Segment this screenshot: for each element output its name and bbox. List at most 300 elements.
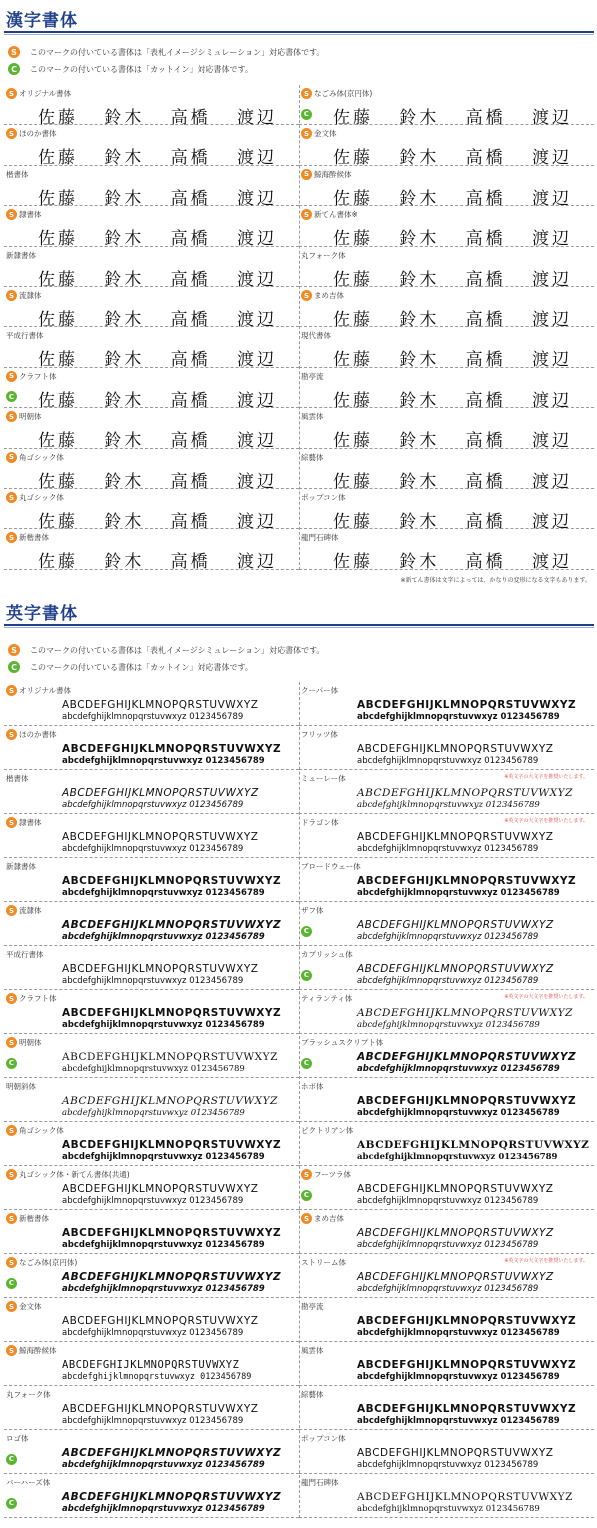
s-mark-icon: S xyxy=(6,1037,17,1048)
uppercase-sample: ABCDEFGHIJKLMNOPQRSTUVWXYZ xyxy=(357,1271,554,1283)
sample-surname: 佐藤 xyxy=(38,350,78,371)
uppercase-sample: ABCDEFGHIJKLMNOPQRSTUVWXYZ xyxy=(357,1491,573,1503)
font-name: 平成行書体 xyxy=(6,331,44,341)
english-font-cell xyxy=(299,770,594,814)
uppercase-sample: ABCDEFGHIJKLMNOPQRSTUVWXYZ xyxy=(62,1491,282,1503)
lowercase-sample: abcdefghijklmnopqrstuvwxyz 0123456789 xyxy=(62,1152,265,1162)
kanji-legend-c xyxy=(8,63,253,75)
font-name: 新隷書体 xyxy=(6,250,36,260)
font-name: オリジナル書体 xyxy=(19,686,72,695)
lowercase-sample: abcdefghijklmnopqrstuvwxyz 0123456789 xyxy=(357,976,539,986)
uppercase-sample: ABCDEFGHIJKLMNOPQRSTUVWXYZ xyxy=(357,1007,573,1019)
sample-surname: 高橋 xyxy=(465,269,506,290)
font-name: 隷書体 xyxy=(19,210,42,220)
kanji-sample-names xyxy=(299,224,594,249)
kanji-font-cell xyxy=(4,247,299,290)
english-font-cell xyxy=(4,1034,299,1078)
kanji-font-cell xyxy=(4,368,299,411)
sample-surname: 渡辺 xyxy=(236,471,277,492)
lowercase-sample: abcdefghijklmnopqrstuvwxyz 0123456789 xyxy=(357,1152,558,1162)
sample-surname: 鈴木 xyxy=(399,390,440,411)
sample-surname: 佐藤 xyxy=(333,148,373,169)
english-font-cell xyxy=(4,1386,299,1430)
sample-surname: 鈴木 xyxy=(399,552,440,573)
font-name: クラフト体 xyxy=(19,371,57,381)
font-name: なごみ体(京円体) xyxy=(314,89,373,98)
kanji-font-cell xyxy=(299,327,594,371)
english-font-cell xyxy=(4,726,299,770)
kanji-sample-names xyxy=(4,547,299,572)
lowercase-sample: abcdefghijklmnopqrstuvwxyz 0123456789 xyxy=(62,1504,265,1514)
kanji-font-cell xyxy=(299,529,594,573)
legend-text: このマークの付いている書体は「表札イメージシミュレーション」対応書体です。 xyxy=(30,47,325,57)
s-mark-icon: S xyxy=(8,644,20,656)
sample-surname: 高橋 xyxy=(465,512,506,533)
english-font-cell xyxy=(4,902,299,946)
kanji-sample-names xyxy=(4,507,299,532)
sample-surname: 鈴木 xyxy=(104,310,145,331)
sample-surname: 佐藤 xyxy=(333,350,373,371)
sample-surname: 渡辺 xyxy=(236,108,277,128)
lowercase-sample: abcdefghijklmnopqrstuvwxyz 0123456789 xyxy=(357,756,539,766)
sample-surname: 渡辺 xyxy=(236,390,277,411)
sample-surname: 佐藤 xyxy=(38,310,78,331)
kanji-font-cell xyxy=(4,449,299,492)
english-title-rule-thin xyxy=(4,627,594,628)
kanji-font-cell xyxy=(4,206,299,250)
sample-surname: 渡辺 xyxy=(531,390,572,411)
font-name: 金文体 xyxy=(19,1302,42,1311)
sample-surname: 佐藤 xyxy=(333,108,373,128)
kanji-sample-names xyxy=(4,265,299,290)
sample-surname: 高橋 xyxy=(465,552,506,573)
font-name: 龍門石碑体 xyxy=(301,533,339,543)
english-font-cell xyxy=(4,682,299,726)
sample-surname: 鈴木 xyxy=(104,350,145,371)
sample-surname: 高橋 xyxy=(465,188,506,209)
lowercase-sample: abcdefghijklmnopqrstuvwxyz 0123456789 xyxy=(357,1196,539,1206)
sample-surname: 佐藤 xyxy=(38,229,78,250)
english-font-cell xyxy=(299,1298,594,1342)
uppercase-sample: ABCDEFGHIJKLMNOPQRSTUVWXYZ xyxy=(62,1227,282,1239)
font-name: ドラゴン体 xyxy=(301,818,339,827)
english-font-cell xyxy=(4,1078,299,1122)
kanji-sample-names xyxy=(299,467,594,492)
english-font-cell xyxy=(299,1078,594,1122)
english-font-cell xyxy=(299,1474,594,1518)
font-name: 丸フォーク体 xyxy=(301,250,346,260)
uppercase-sample: ABCDEFGHIJKLMNOPQRSTUVWXYZ xyxy=(62,1051,278,1063)
sample-surname: 鈴木 xyxy=(399,269,440,290)
sample-surname: 佐藤 xyxy=(333,431,373,452)
font-name: ほのか書体 xyxy=(19,129,57,139)
uppercase-sample: ABCDEFGHIJKLMNOPQRSTUVWXYZ xyxy=(62,743,282,755)
kanji-sample-names xyxy=(299,184,594,209)
sample-surname: 渡辺 xyxy=(531,188,572,209)
kanji-font-cell xyxy=(4,85,299,128)
uppercase-sample: ABCDEFGHIJKLMNOPQRSTUVWXYZ xyxy=(357,743,554,755)
font-name: ミューレー体 xyxy=(301,774,346,783)
sample-surname: 鈴木 xyxy=(399,471,440,492)
uppercase-sample: ABCDEFGHIJKLMNOPQRSTUVWXYZ xyxy=(357,1359,577,1371)
lowercase-sample: abcdefghijklmnopqrstuvwxyz 0123456789 xyxy=(62,800,244,810)
sample-surname: 佐藤 xyxy=(38,471,78,492)
kanji-font-cell xyxy=(4,529,299,573)
font-name: 綜藝体 xyxy=(301,452,324,462)
uppercase-sample: ABCDEFGHIJKLMNOPQRSTUVWXYZ xyxy=(357,699,577,711)
sample-surname: 高橋 xyxy=(170,108,211,128)
s-mark-icon: S xyxy=(301,1169,312,1180)
english-font-cell xyxy=(4,1210,299,1254)
sample-surname: 高橋 xyxy=(170,431,211,452)
c-mark-icon: C xyxy=(6,1498,17,1509)
english-font-cell xyxy=(299,726,594,770)
font-name: 現代書体 xyxy=(301,331,331,341)
uppercase-sample: ABCDEFGHIJKLMNOPQRSTUVWXYZ xyxy=(62,1007,282,1019)
english-font-cell xyxy=(4,1430,299,1474)
sample-surname: 鈴木 xyxy=(399,188,440,209)
font-name: 新楷書体 xyxy=(19,1214,49,1223)
kanji-font-cell xyxy=(4,125,299,169)
font-name: フリッツ体 xyxy=(301,730,338,739)
font-name: 新楷書体 xyxy=(19,533,49,543)
sample-surname: 高橋 xyxy=(465,431,506,452)
sample-surname: 渡辺 xyxy=(531,431,572,452)
sample-surname: 渡辺 xyxy=(531,108,572,128)
font-name: ほのか書体 xyxy=(19,730,57,739)
uppercase-sample: ABCDEFGHIJKLMNOPQRSTUVWXYZ xyxy=(62,1315,259,1327)
kanji-sample-names xyxy=(4,224,299,249)
font-name: 明朝斜体 xyxy=(6,1082,36,1091)
english-font-cell xyxy=(299,1122,594,1166)
english-font-cell xyxy=(4,990,299,1034)
font-name: ホボ体 xyxy=(301,1082,324,1091)
lowercase-sample: abcdefghijklmnopqrstuvwxyz 0123456789 xyxy=(357,1460,539,1470)
s-mark-icon: S xyxy=(6,290,17,301)
font-name: 新てん書体※ xyxy=(314,210,358,220)
font-name: バーハーズ体 xyxy=(6,1478,51,1487)
sample-surname: 高橋 xyxy=(170,471,211,492)
sample-surname: 渡辺 xyxy=(531,229,572,250)
uppercase-sample: ABCDEFGHIJKLMNOPQRSTUVWXYZ xyxy=(357,831,554,843)
sample-surname: 佐藤 xyxy=(333,471,373,492)
sample-surname: 佐藤 xyxy=(333,390,373,411)
c-mark-icon: C xyxy=(301,1190,312,1201)
sample-surname: 高橋 xyxy=(170,390,211,411)
kanji-font-cell xyxy=(4,166,299,209)
sample-surname: 鈴木 xyxy=(104,108,145,128)
sample-surname: 鈴木 xyxy=(399,229,440,250)
s-mark-icon: S xyxy=(6,1345,17,1356)
lowercase-sample: abcdefghijklmnopqrstuvwxyz 0123456789 xyxy=(62,1328,244,1338)
s-mark-icon: S xyxy=(6,1169,17,1180)
lowercase-sample: abcdefghijklmnopqrstuvwxyz 0123456789 xyxy=(62,1284,265,1294)
c-mark-icon: C xyxy=(6,1278,17,1289)
sample-surname: 佐藤 xyxy=(38,390,78,411)
english-font-cell xyxy=(299,858,594,902)
sample-surname: 高橋 xyxy=(465,148,506,169)
kanji-font-cell xyxy=(4,489,299,533)
font-name: 丸ゴシック体・新てん書体(共通) xyxy=(19,1170,130,1179)
uppercase-sample: ABCDEFGHIJKLMNOPQRSTUVWXYZ xyxy=(357,1227,554,1239)
kanji-sample-names xyxy=(299,143,594,168)
lowercase-sample: abcdefghijklmnopqrstuvwxyz 0123456789 xyxy=(62,756,265,766)
lowercase-sample: abcdefghijklmnopqrstuvwxyz 0123456789 xyxy=(357,1504,540,1514)
kanji-font-cell xyxy=(299,206,594,250)
s-mark-icon: S xyxy=(6,209,17,220)
legend-text: このマークの付いている書体は「カットイン」対応書体です。 xyxy=(30,662,253,672)
uppercase-sample: ABCDEFGHIJKLMNOPQRSTUVWXYZ xyxy=(357,1095,577,1107)
english-font-cell xyxy=(299,946,594,990)
uppercase-sample: ABCDEFGHIJKLMNOPQRSTUVWXYZ xyxy=(62,1271,282,1283)
sample-surname: 鈴木 xyxy=(399,350,440,371)
kanji-font-cell xyxy=(299,85,594,128)
sample-surname: 佐藤 xyxy=(38,269,78,290)
kanji-sample-names xyxy=(299,305,594,330)
c-mark-icon: C xyxy=(6,1454,17,1465)
s-mark-icon: S xyxy=(6,452,17,463)
english-font-cell xyxy=(299,682,594,726)
kanji-sample-names xyxy=(299,386,594,411)
sample-surname: 渡辺 xyxy=(236,431,277,452)
font-name: 平成行書体 xyxy=(6,950,44,959)
sample-surname: 鈴木 xyxy=(104,512,145,533)
sample-surname: 鈴木 xyxy=(399,148,440,169)
sample-surname: 渡辺 xyxy=(236,148,277,169)
english-font-cell xyxy=(299,1210,594,1254)
sample-surname: 渡辺 xyxy=(531,350,572,371)
sample-surname: 高橋 xyxy=(465,350,506,371)
kanji-font-cell xyxy=(4,408,299,452)
lowercase-sample: abcdefghijklmnopqrstuvwxyz 0123456789 xyxy=(357,1240,539,1250)
sample-surname: 高橋 xyxy=(170,350,211,371)
s-mark-icon: S xyxy=(301,169,312,180)
sample-surname: 佐藤 xyxy=(333,269,373,290)
kanji-title-rule xyxy=(4,31,594,33)
sample-surname: 高橋 xyxy=(170,552,211,573)
sample-surname: 鈴木 xyxy=(399,310,440,331)
font-name: ポップコン体 xyxy=(301,493,346,503)
english-font-cell xyxy=(299,1342,594,1386)
s-mark-icon: S xyxy=(6,1213,17,1224)
kanji-font-cell xyxy=(299,166,594,209)
english-font-cell xyxy=(4,1342,299,1386)
sample-surname: 高橋 xyxy=(170,188,211,209)
s-mark-icon: S xyxy=(301,290,312,301)
lowercase-sample: abcdefghijklmnopqrstuvwxyz 0123456789 xyxy=(357,800,540,810)
lowercase-sample: abcdefghijklmnopqrstuvwxyz 0123456789 xyxy=(357,844,539,854)
english-legend-c xyxy=(8,661,253,673)
english-font-cell xyxy=(299,814,594,858)
lowercase-sample: abcdefghijklmnopqrstuvwxyz 0123456789 xyxy=(62,1372,252,1382)
font-name: クーパー体 xyxy=(301,686,339,695)
sample-surname: 高橋 xyxy=(170,512,211,533)
font-name: 丸ゴシック体 xyxy=(19,493,64,503)
uppercase-sample: ABCDEFGHIJKLMNOPQRSTUVWXYZ xyxy=(357,787,573,799)
sample-surname: 鈴木 xyxy=(399,431,440,452)
lowercase-sample: abcdefghijklmnopqrstuvwxyz 0123456789 xyxy=(62,1416,244,1426)
kanji-font-cell xyxy=(299,125,594,169)
uppercase-sample: ABCDEFGHIJKLMNOPQRSTUVWXYZ xyxy=(357,1183,554,1195)
english-font-cell xyxy=(4,858,299,902)
kanji-font-cell xyxy=(299,408,594,452)
font-name: 勘亭流 xyxy=(301,1302,324,1311)
sample-surname: 渡辺 xyxy=(236,512,277,533)
kanji-font-cell xyxy=(299,247,594,290)
english-font-cell xyxy=(4,1122,299,1166)
s-mark-icon: S xyxy=(6,993,17,1004)
sample-surname: 佐藤 xyxy=(333,188,373,209)
sample-surname: 渡辺 xyxy=(236,310,277,331)
lowercase-sample: abcdefghijklmnopqrstuvwxyz 0123456789 xyxy=(62,712,244,722)
font-name: 新隷書体 xyxy=(6,862,36,871)
s-mark-icon: S xyxy=(6,729,17,740)
sample-surname: 鈴木 xyxy=(104,148,145,169)
kanji-font-cell xyxy=(299,489,594,533)
lowercase-sample: abcdefghijklmnopqrstuvwxyz 0123456789 xyxy=(357,1108,560,1118)
kanji-sample-names xyxy=(4,305,299,330)
english-font-cell xyxy=(4,814,299,858)
sample-surname: 高橋 xyxy=(465,390,506,411)
c-mark-icon: C xyxy=(301,926,312,937)
english-section-title: 英字書体 xyxy=(6,604,78,624)
lowercase-sample: abcdefghijklmnopqrstuvwxyz 0123456789 xyxy=(62,888,265,898)
english-font-cell xyxy=(299,990,594,1034)
sample-surname: 鈴木 xyxy=(104,471,145,492)
uppercase-sample: ABCDEFGHIJKLMNOPQRSTUVWXYZ xyxy=(62,831,259,843)
uppercase-sample: ABCDEFGHIJKLMNOPQRSTUVWXYZ xyxy=(62,699,259,711)
font-name: 角ゴシック体 xyxy=(19,452,64,462)
uppercase-recommend-note: ※英文字の大文字を推奨いたします。 xyxy=(504,994,588,1000)
english-font-cell xyxy=(299,1034,594,1078)
kanji-sample-names xyxy=(4,184,299,209)
english-font-cell xyxy=(4,1166,299,1210)
font-name: ピクトリアン体 xyxy=(301,1126,354,1135)
font-name: ティランティ体 xyxy=(301,994,353,1003)
english-font-cell xyxy=(4,1254,299,1298)
font-name: まめ吉体 xyxy=(314,291,344,301)
kanji-font-cell xyxy=(299,449,594,492)
lowercase-sample: abcdefghijklmnopqrstuvwxyz 0123456789 xyxy=(357,1372,560,1382)
english-font-cell xyxy=(299,1386,594,1430)
sample-surname: 渡辺 xyxy=(236,229,277,250)
uppercase-sample: ABCDEFGHIJKLMNOPQRSTUVWXYZ xyxy=(357,1403,577,1415)
lowercase-sample: abcdefghijklmnopqrstuvwxyz 0123456789 xyxy=(357,1020,540,1030)
sample-surname: 渡辺 xyxy=(531,269,572,290)
sample-surname: 鈴木 xyxy=(399,512,440,533)
lowercase-sample: abcdefghijklmnopqrstuvwxyz 0123456789 xyxy=(62,1240,265,1250)
legend-text: このマークの付いている書体は「カットイン」対応書体です。 xyxy=(30,64,253,74)
kanji-section-title: 漢字書体 xyxy=(6,11,78,31)
sample-surname: 渡辺 xyxy=(236,269,277,290)
uppercase-sample: ABCDEFGHIJKLMNOPQRSTUVWXYZ xyxy=(62,875,282,887)
s-mark-icon: S xyxy=(6,411,17,422)
sample-surname: 高橋 xyxy=(170,269,211,290)
font-name: 流隷体 xyxy=(19,906,42,915)
font-name: 龍門石碑体 xyxy=(301,1478,339,1487)
sample-surname: 渡辺 xyxy=(236,188,277,209)
sample-surname: 佐藤 xyxy=(38,108,78,128)
uppercase-sample: ABCDEFGHIJKLMNOPQRSTUVWXYZ xyxy=(357,1315,577,1327)
uppercase-sample: ABCDEFGHIJKLMNOPQRSTUVWXYZ xyxy=(62,1359,240,1371)
uppercase-sample: ABCDEFGHIJKLMNOPQRSTUVWXYZ xyxy=(62,1183,259,1195)
sample-surname: 渡辺 xyxy=(531,471,572,492)
font-name: 明朝体 xyxy=(19,412,42,422)
sample-surname: 佐藤 xyxy=(333,512,373,533)
sample-surname: 佐藤 xyxy=(38,552,78,573)
uppercase-sample: ABCDEFGHIJKLMNOPQRSTUVWXYZ xyxy=(357,1139,590,1151)
font-name: 流隷体 xyxy=(19,291,42,301)
font-name: 風雲体 xyxy=(301,1346,324,1355)
sample-surname: 鈴木 xyxy=(104,188,145,209)
sample-surname: 渡辺 xyxy=(531,512,572,533)
kanji-sample-names xyxy=(4,426,299,451)
lowercase-sample: abcdefghijklmnopqrstuvwxyz 0123456789 xyxy=(62,844,244,854)
sample-surname: 鈴木 xyxy=(104,269,145,290)
lowercase-sample: abcdefghijklmnopqrstuvwxyz 0123456789 xyxy=(357,1328,560,1338)
s-mark-icon: S xyxy=(301,209,312,220)
lowercase-sample: abcdefghijklmnopqrstuvwxyz 0123456789 xyxy=(62,1108,245,1118)
s-mark-icon: S xyxy=(6,128,17,139)
uppercase-sample: ABCDEFGHIJKLMNOPQRSTUVWXYZ xyxy=(357,875,577,887)
s-mark-icon: S xyxy=(8,46,20,58)
s-mark-icon: S xyxy=(6,492,17,503)
kanji-font-cell xyxy=(299,368,594,411)
font-name: ロゴ体 xyxy=(6,1434,29,1443)
sample-surname: 高橋 xyxy=(170,148,211,169)
uppercase-recommend-note: ※英文字の大文字を推奨いたします。 xyxy=(504,1258,588,1264)
english-font-cell xyxy=(4,770,299,814)
lowercase-sample: abcdefghijklmnopqrstuvwxyz 0123456789 xyxy=(62,1020,265,1030)
font-name: 丸フォーク体 xyxy=(6,1390,51,1399)
lowercase-sample: abcdefghijklmnopqrstuvwxyz 0123456789 xyxy=(62,932,265,942)
kanji-sample-names xyxy=(4,467,299,492)
kanji-sample-names xyxy=(299,507,594,532)
english-font-cell xyxy=(299,1254,594,1298)
kanji-sample-names xyxy=(299,103,594,128)
s-mark-icon: S xyxy=(301,88,312,99)
uppercase-sample: ABCDEFGHIJKLMNOPQRSTUVWXYZ xyxy=(62,919,282,931)
uppercase-sample: ABCDEFGHIJKLMNOPQRSTUVWXYZ xyxy=(62,963,259,975)
uppercase-sample: ABCDEFGHIJKLMNOPQRSTUVWXYZ xyxy=(357,963,554,975)
s-mark-icon: S xyxy=(6,1125,17,1136)
uppercase-sample: ABCDEFGHIJKLMNOPQRSTUVWXYZ xyxy=(62,1447,282,1459)
uppercase-sample: ABCDEFGHIJKLMNOPQRSTUVWXYZ xyxy=(62,1139,282,1151)
s-mark-icon: S xyxy=(6,685,17,696)
font-name: クラフト体 xyxy=(19,994,57,1003)
sample-surname: 高橋 xyxy=(170,229,211,250)
legend-text: このマークの付いている書体は「表札イメージシミュレーション」対応書体です。 xyxy=(30,645,325,655)
sample-surname: 渡辺 xyxy=(531,552,572,573)
s-mark-icon: S xyxy=(6,1257,17,1268)
font-name: ザフ体 xyxy=(301,906,324,915)
font-name: フーツラ体 xyxy=(314,1170,351,1179)
kanji-sample-names xyxy=(299,426,594,451)
font-name: 楷書体 xyxy=(6,169,29,179)
font-name: 隷書体 xyxy=(19,818,42,827)
english-font-cell xyxy=(299,1430,594,1474)
kanji-sample-names xyxy=(299,265,594,290)
lowercase-sample: abcdefghijklmnopqrstuvwxyz 0123456789 xyxy=(357,1064,560,1074)
kanji-sample-names xyxy=(299,547,594,572)
font-name: 綜藝体 xyxy=(301,1390,324,1399)
sample-surname: 鈴木 xyxy=(104,431,145,452)
sample-surname: 高橋 xyxy=(465,229,506,250)
s-mark-icon: S xyxy=(6,817,17,828)
lowercase-sample: abcdefghijklmnopqrstuvwxyz 0123456789 xyxy=(62,1460,265,1470)
kanji-font-cell xyxy=(4,327,299,371)
kanji-column-divider xyxy=(299,85,300,570)
